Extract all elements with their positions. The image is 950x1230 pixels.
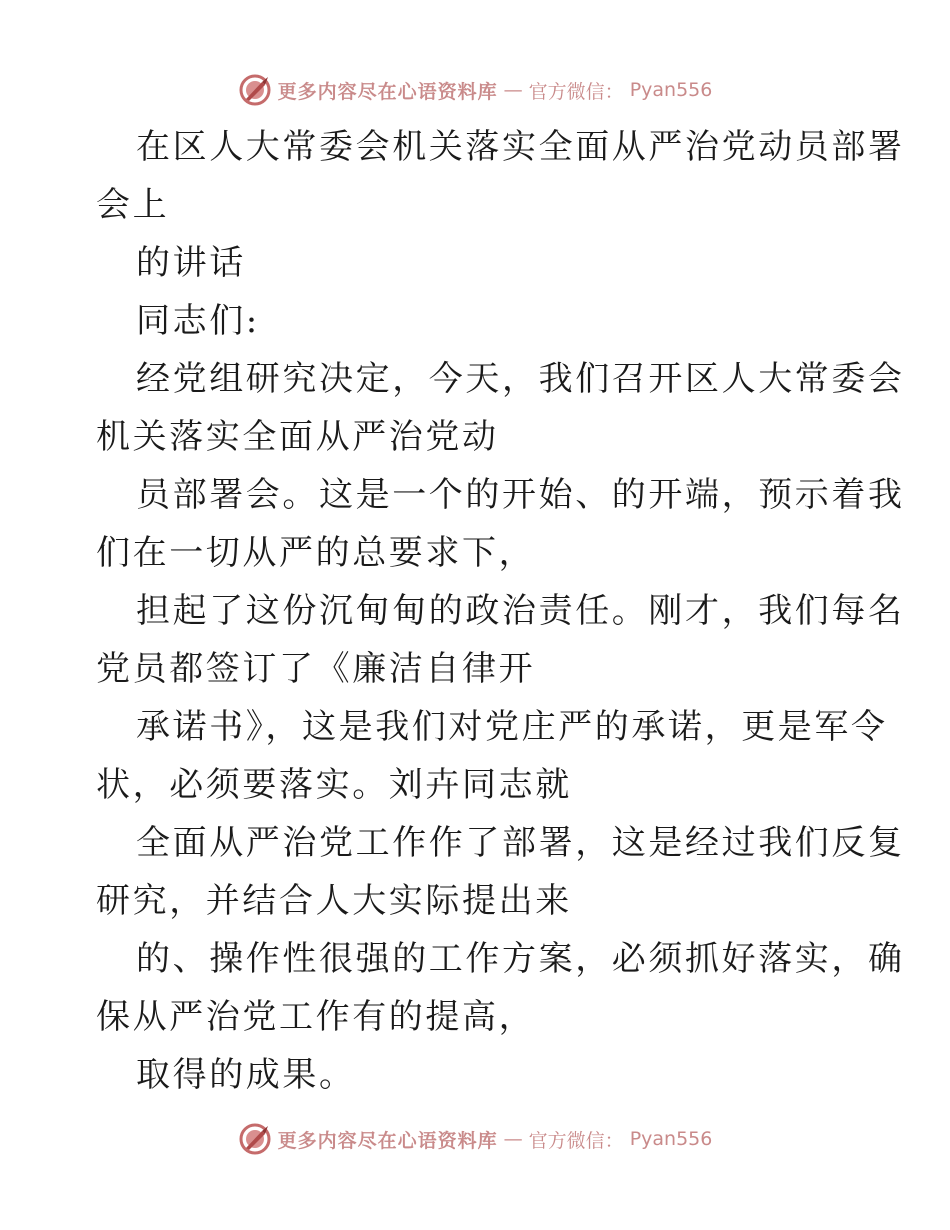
watermark-wechat-id: Pyan556 (629, 1128, 713, 1150)
title-line-3: 的讲话 (136, 243, 246, 283)
paragraph-line: 状，必须要落实。刘卉同志就 (96, 765, 572, 805)
watermark-text: 更多内容尽在心语资料库 (277, 1129, 498, 1152)
title-line-1: 在区人大常委会机关落实全面从严治党动员部署 (136, 127, 905, 167)
paragraph-line: 员部署会。这是一个的开始、的开端，预示着我 (136, 475, 905, 515)
paragraph-line: 担起了这份沉甸甸的政治责任。刚才，我们每名 (136, 591, 905, 631)
header-watermark (0, 70, 950, 110)
quill-seal-icon (238, 1122, 272, 1156)
watermark-wechat-label: 官方微信： (528, 80, 624, 103)
watermark-text: 更多内容尽在心语资料库 (277, 80, 498, 103)
watermark-wechat-label: 官方微信： (528, 1129, 624, 1152)
paragraph-line: 党员都签订了《廉洁自律开 (96, 649, 536, 689)
watermark-dash: — (503, 1128, 523, 1150)
paragraph-line: 经党组研究决定，今天，我们召开区人大常委会 (136, 359, 905, 399)
paragraph-line: 机关落实全面从严治党动 (96, 417, 499, 457)
paragraph-line: 的、操作性很强的工作方案，必须抓好落实，确 (136, 939, 905, 979)
salutation: 同志们: (136, 301, 260, 341)
paragraph-line: 保从严治党工作有的提高， (96, 997, 536, 1037)
paragraph-line: 取得的成果。 (136, 1055, 356, 1095)
title-line-2: 会上 (96, 185, 170, 225)
paragraph-line: 全面从严治党工作作了部署，这是经过我们反复 (136, 823, 905, 863)
watermark-wechat-id: Pyan556 (629, 79, 713, 101)
document-body (96, 118, 905, 1104)
quill-seal-icon (238, 73, 272, 107)
footer-watermark (0, 1119, 950, 1159)
paragraph-line: 承诺书》，这是我们对党庄严的承诺，更是军令 (136, 707, 888, 747)
paragraph-line: 们在一切从严的总要求下， (96, 533, 536, 573)
watermark-dash: — (503, 79, 523, 101)
paragraph-line: 研究，并结合人大实际提出来 (96, 881, 572, 921)
